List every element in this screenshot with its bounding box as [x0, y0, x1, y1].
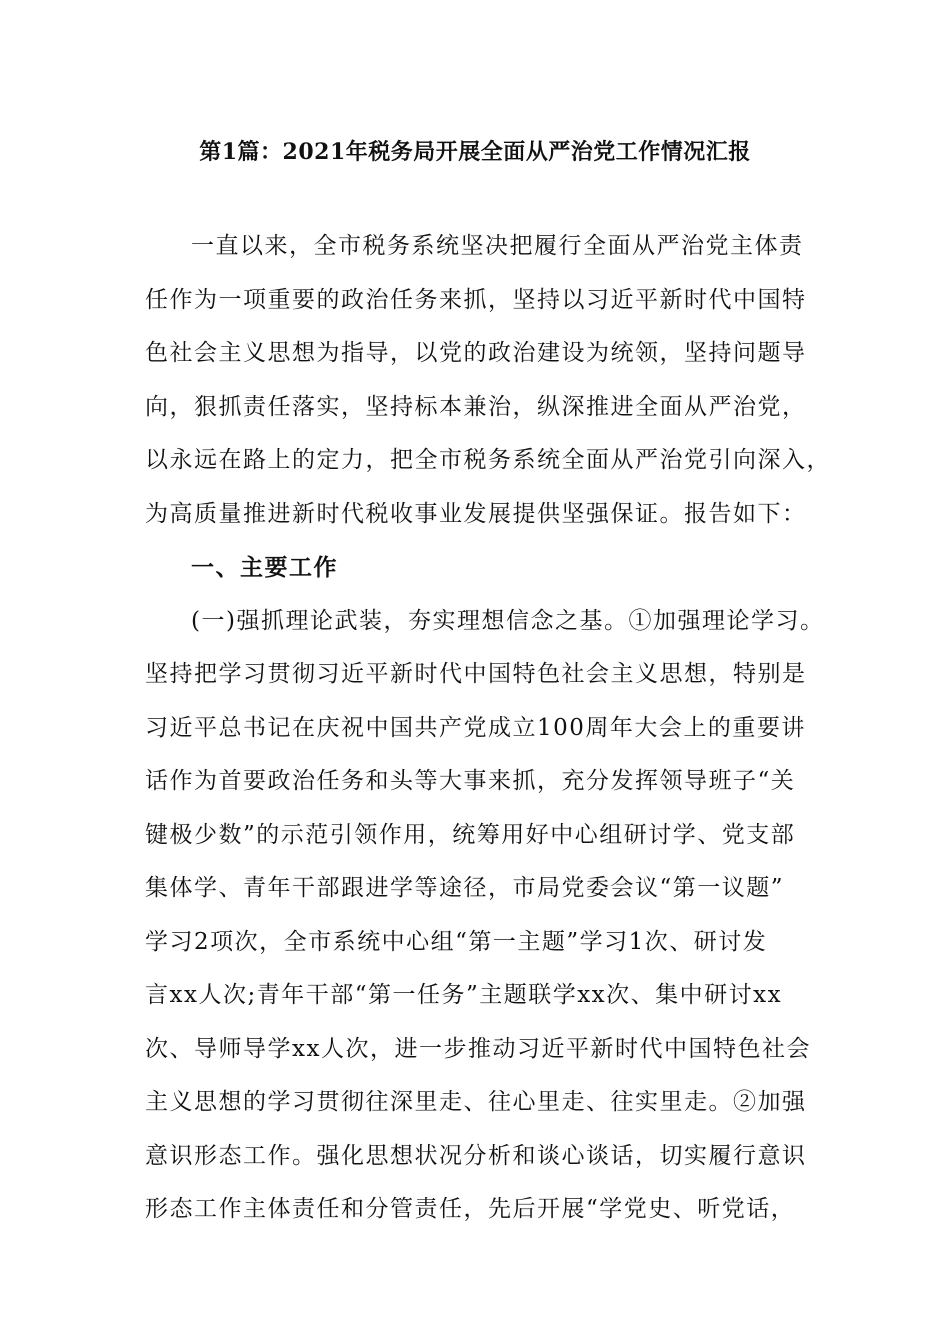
paragraph-line: 言xx人次;青年干部“第一任务”主题联学xx次、集中研讨xx: [145, 982, 783, 1008]
section-heading: 一、主要工作: [191, 554, 338, 581]
paragraph-line: 学习2项次，全市系统中心组“第一主题”学习1次、研讨发: [145, 928, 768, 955]
paragraph-line: 次、导师导学xx人次，进一步推动习近平新时代中国特色社会: [145, 1035, 811, 1062]
paragraph-line: 键极少数”的示范引领作用，统筹用好中心组研讨学、党支部: [145, 821, 796, 848]
document-body: [145, 220, 831, 1237]
document-title: 第1篇：2021年税务局开展全面从严治党工作情况汇报: [199, 139, 751, 165]
paragraph-line: 以永远在路上的定力，把全市税务系统全面从严治党引向深入，: [145, 447, 831, 473]
paragraph-line: 形态工作主体责任和分管责任，先后开展“学党史、听党话，: [145, 1196, 796, 1222]
paragraph-line: 为高质量推进新时代税收事业发展提供坚强保证。报告如下：: [145, 500, 807, 527]
paragraph-line: 坚持把学习贯彻习近平新时代中国特色社会主义思想，特别是: [145, 661, 807, 687]
paragraph-line: 向，狠抓责任落实，坚持标本兼治，纵深推进全面从严治党，: [145, 393, 807, 420]
paragraph-line: 主义思想的学习贯彻往深里走、往心里走、往实里走。②加强: [145, 1089, 807, 1115]
paragraph-line: 习近平总书记在庆祝中国共产党成立100周年大会上的重要讲: [145, 714, 806, 741]
paragraph-line: 一直以来，全市税务系统坚决把履行全面从严治党主体责: [191, 233, 804, 259]
paragraph-line: (一)强抓理论武装，夯实理想信念之基。①加强理论学习。: [191, 607, 825, 634]
paragraph-line: 色社会主义思想为指导，以党的政治建设为统领，坚持问题导: [145, 340, 807, 366]
paragraph-line: 集体学、青年干部跟进学等途径，市局党委会议“第一议题”: [145, 875, 785, 901]
paragraph-line: 意识形态工作。强化思想状况分析和谈心谈话，切实履行意识: [145, 1142, 807, 1169]
paragraph-line: 话作为首要政治任务和头等大事来抓，充分发挥领导班子“关: [145, 768, 796, 794]
paragraph-line: 任作为一项重要的政治任务来抓，坚持以习近平新时代中国特: [145, 286, 807, 313]
